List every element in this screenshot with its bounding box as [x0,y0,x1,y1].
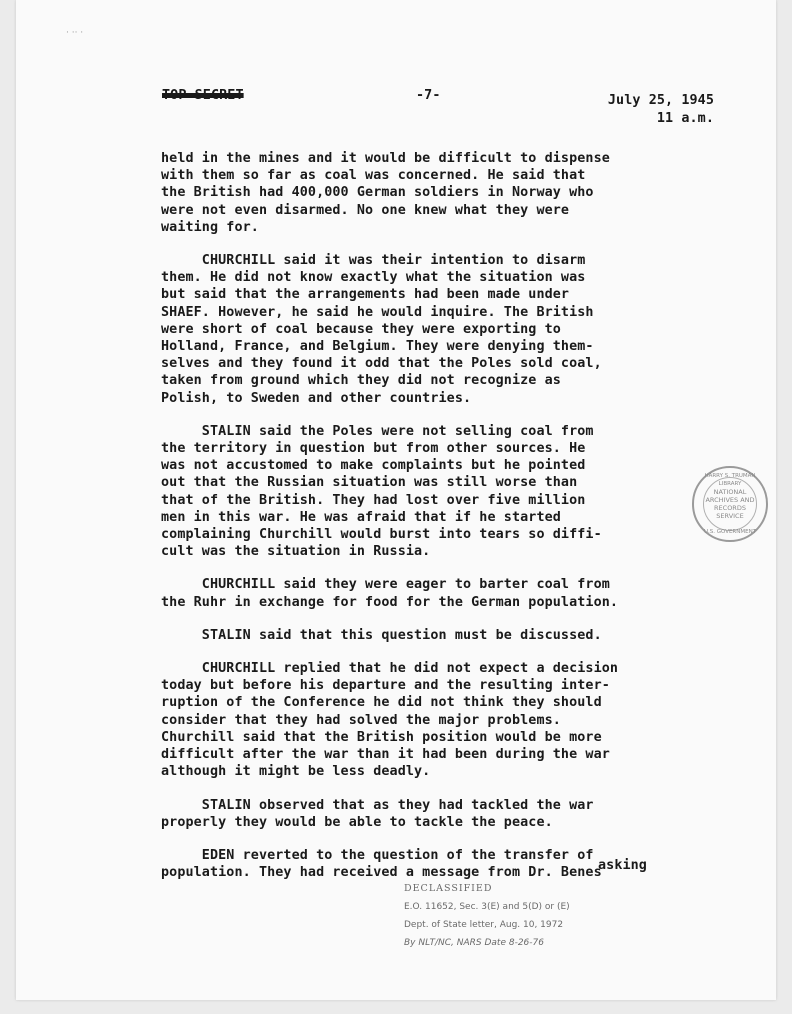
text-line: taken from ground which they did not recognize as [161,373,561,389]
stamp-top-text: HARRY S. TRUMAN LIBRARY [704,473,756,487]
text-line: men in this war. He was afraid that if he started [161,509,561,525]
classification-marking: TOP SECRET [162,88,244,103]
text-line: consider that they had solved the major problems. [161,712,561,728]
text-line: although it might be less deadly. [161,764,431,780]
archives-stamp [692,466,768,542]
declass-letter: Dept. of State letter, Aug. 10, 1972 [404,920,564,930]
text-line: but said that the arrangements had been made under [161,287,570,303]
text-line: the Ruhr in exchange for food for the German population. [161,594,619,610]
text-line: Churchill said that the British position would be more [161,729,602,745]
paragraph [161,660,701,780]
text-line: Polish, to Sweden and other countries. [161,390,472,406]
text-line: STALIN said that this question must be discussed. [161,627,602,643]
catchword: asking [598,858,647,873]
paragraph [161,150,701,236]
scan-speck: · ·· · [66,28,84,38]
text-line: waiting for. [161,219,259,235]
paragraph [161,423,701,561]
stamp-line: SERVICE [716,512,744,520]
text-line: STALIN observed that as they had tackled the war [161,797,594,813]
text-line: CHURCHILL replied that he did not expect a decision [161,661,619,677]
declass-signature: By NLT/NC, NARS Date 8-26-76 [404,938,544,948]
text-line: them. He did not know exactly what the situation was [161,270,586,286]
text-line: ruption of the Conference he did not think they should [161,695,602,711]
paragraph [161,627,701,644]
date-line: July 25, 1945 [607,93,714,108]
text-line: EDEN reverted to the question of the transfer of [161,847,594,863]
text-line: STALIN said the Poles were not selling coal from [161,423,594,439]
declass-title: DECLASSIFIED [404,883,493,894]
text-line: were short of coal because they were exporting to [161,321,561,337]
page-number: -7- [416,88,441,103]
stamp-line: ARCHIVES AND [705,496,755,504]
text-line: CHURCHILL said it was their intention to disarm [161,253,586,269]
text-line: complaining Churchill would burst into tears so diffi- [161,527,602,543]
text-line: CHURCHILL said they were eager to barter coal from [161,577,610,593]
text-line: the territory in question but from other sources. He [161,441,586,457]
text-line: selves and they found it odd that the Poles sold coal, [161,356,602,372]
declass-authority: E.O. 11652, Sec. 3(E) and 5(D) or (E) [404,902,570,912]
document-body [161,150,701,897]
time-line: 11 a.m. [656,111,714,126]
paragraph [161,252,701,407]
text-line: SHAEF. However, he said he would inquire. The British [161,304,594,320]
text-line: that of the British. They had lost over five million [161,492,586,508]
paragraph [161,797,701,831]
text-line: difficult after the war than it had been during the war [161,747,610,763]
text-line: the British had 400,000 German soldiers in Norway who [161,185,594,201]
stamp-line: RECORDS [714,504,746,512]
text-line: were not even disarmed. No one knew what they were [161,202,570,218]
text-line: was not accustomed to make complaints but he pointed [161,458,586,474]
text-line: population. They had received a message from Dr. Benes [161,865,602,881]
text-line: properly they would be able to tackle the peace. [161,814,553,830]
document-page [16,0,776,1000]
stamp-line: NATIONAL [713,488,747,496]
text-line: held in the mines and it would be difficult to dispense [161,151,610,166]
paragraph [161,576,701,610]
declassification-stamp [404,880,570,952]
text-line: with them so far as coal was concerned. He said that [161,168,586,184]
meeting-date [574,92,714,128]
text-line: today but before his departure and the resulting inter- [161,678,610,694]
text-line: cult was the situation in Russia. [161,544,431,560]
text-line: Holland, France, and Belgium. They were denying them- [161,339,594,355]
stamp-bottom-text: U.S. GOVERNMENT [703,529,757,535]
text-line: out that the Russian situation was still worse than [161,475,578,491]
